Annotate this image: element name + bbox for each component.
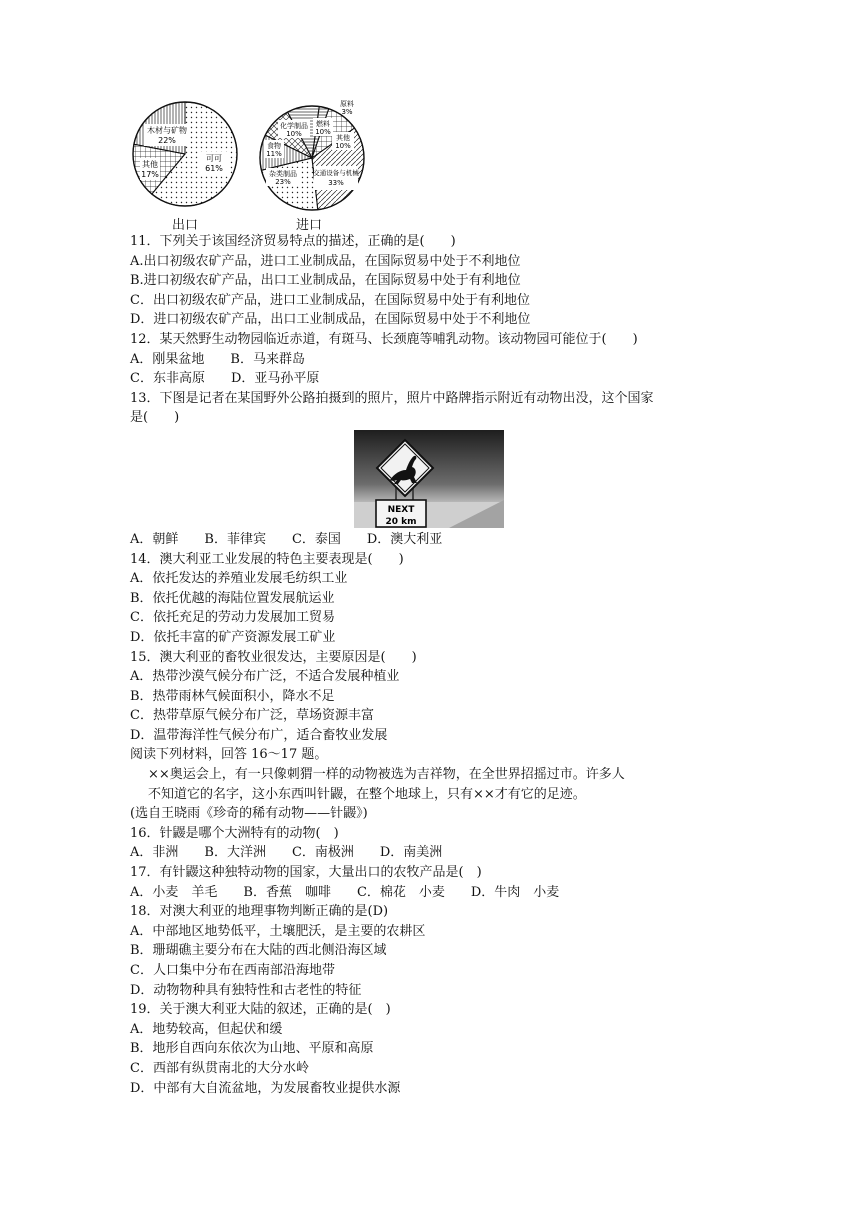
- export-label-wood: 木材与矿物: [147, 126, 187, 135]
- question-line: B.进口初级农矿产品，出口工业制成品，在国际贸易中处于有利地位: [130, 273, 521, 289]
- question-line: B．依托优越的海陆位置发展航运业: [130, 590, 335, 606]
- question-line: A.出口初级农矿产品，进口工业制成品，在国际贸易中处于不利地位: [130, 253, 521, 269]
- export-label-other: 其他: [142, 160, 158, 169]
- question-line: 19．关于澳大利亚大陆的叙述，正确的是( ): [130, 1002, 391, 1018]
- import-label-fuel: 燃料: [316, 120, 330, 128]
- import-label-food: 食物: [267, 142, 281, 150]
- question-line: D．进口初级农矿产品，出口工业制成品，在国际贸易中处于不利地位: [130, 312, 531, 328]
- question-line: 15．澳大利亚的畜牧业很发达，主要原因是( ): [130, 649, 417, 665]
- question-line: A．小麦 羊毛 B．香蕉 咖啡 C．棉花 小麦 D．牛肉 小麦: [130, 884, 560, 900]
- import-pie-chart: [256, 96, 368, 216]
- import-value-misc: 23%: [275, 178, 291, 186]
- question-line: C．西部有纵贯南北的大分水岭: [130, 1060, 309, 1076]
- question-line: C．热带草原气候分布广泛，草场资源丰富: [130, 708, 374, 724]
- import-value-other: 10%: [335, 142, 351, 150]
- questions-16-19: [130, 804, 730, 1098]
- import-label-other: 其他: [336, 134, 350, 142]
- sign-text-next: NEXT: [387, 504, 415, 515]
- import-caption: 进口: [296, 218, 323, 233]
- question-line: 18．对澳大利亚的地理事物判断正确的是(D): [130, 904, 389, 920]
- sign-text-distance: 20 km: [385, 516, 417, 527]
- photo-figure: [130, 428, 730, 530]
- import-value-food: 11%: [266, 150, 282, 158]
- question-line: A．依托发达的养殖业发展毛纺织工业: [130, 571, 348, 587]
- question-line: A．朝鲜 B．菲律宾 C．泰国 D．澳大利亚: [130, 531, 443, 547]
- import-value-chem: 10%: [286, 130, 302, 138]
- question-line: C．东非高原 D．亚马孙平原: [130, 371, 320, 387]
- question-line: B．地形自西向东依次为山地、平原和高原: [130, 1041, 374, 1057]
- question-line: 16．针鼹是哪个大洲特有的动物( ): [130, 825, 339, 841]
- question-line: B．珊瑚礁主要分布在大陆的西北侧沿海区域: [130, 943, 387, 959]
- import-value-raw: 3%: [341, 108, 353, 116]
- import-label-transport: 交通设备与机械: [313, 169, 359, 177]
- question-line: 13．下图是记者在某国野外公路拍摄到的照片，照片中路牌指示附近有动物出没，这个国家: [130, 390, 654, 406]
- import-value-transport: 33%: [328, 179, 344, 187]
- passage-line: 不知道它的名字，这小东西叫针鼹，在整个地球上，只有××才有它的足迹。: [148, 786, 586, 802]
- question-line: A．地势较高，但起伏和缓: [130, 1021, 283, 1037]
- export-value-wood: 22%: [158, 136, 176, 145]
- question-line: 12．某天然野生动物园临近赤道，有斑马、长颈鹿等哺乳动物。该动物园可能位于( ): [130, 331, 638, 347]
- question-line: D．中部有大自流盆地，为发展畜牧业提供水源: [130, 1080, 401, 1096]
- passage-line: ××奥运会上，有一只像刺猬一样的动物被选为吉祥物，在全世界招摇过市。许多人: [148, 767, 625, 783]
- question-line: A．中部地区地势低平，土壤肥沃，是主要的农耕区: [130, 923, 426, 939]
- import-label-misc: 杂类制品: [269, 170, 297, 178]
- questions-13-answers-to-16-intro: [130, 530, 730, 765]
- import-label-raw: 原料: [340, 100, 354, 108]
- question-line: D．温带海洋性气候分布广，适合畜牧业发展: [130, 727, 388, 743]
- question-line: 阅读下列材料，回答 16～17 题。: [130, 747, 328, 763]
- trade-pie-charts: [130, 96, 730, 232]
- question-line: C．人口集中分布在西南部沿海地带: [130, 963, 335, 978]
- reading-passage: [130, 765, 730, 804]
- question-line: D．依托丰富的矿产资源发展工矿业: [130, 629, 336, 645]
- import-label-chem: 化学制品: [280, 122, 308, 130]
- export-caption: 出口: [172, 218, 199, 233]
- kangaroo-road-sign-photo: [354, 430, 504, 528]
- export-value-other: 17%: [141, 170, 159, 179]
- export-value-cocoa: 61%: [205, 164, 223, 173]
- question-line: B．热带雨林气候面积小，降水不足: [130, 688, 335, 704]
- question-line: A．热带沙漠气候分布广泛，不适合发展种植业: [130, 669, 400, 685]
- question-line: 17．有针鼹这种独特动物的国家，大量出口的农牧产品是( ): [130, 865, 482, 881]
- question-line: 是( ): [130, 410, 180, 426]
- question-line: C．出口初级农矿产品，进口工业制成品，在国际贸易中处于有利地位: [130, 292, 530, 308]
- document-page: [130, 96, 730, 1098]
- question-line: (选自王晓雨《珍奇的稀有动物——针鼹》): [130, 806, 368, 822]
- question-line: A．刚果盆地 B．马来群岛: [130, 351, 305, 367]
- question-line: C．依托充足的劳动力发展加工贸易: [130, 610, 335, 626]
- export-pie-chart: [130, 96, 240, 212]
- question-line: D．动物物种具有独特性和古老性的特征: [130, 982, 362, 998]
- questions-11-13: [130, 232, 730, 428]
- question-line: A．非洲 B．大洋洲 C．南极洲 D．南美洲: [130, 845, 443, 861]
- question-line: 14．澳大利亚工业发展的特色主要表现是( ): [130, 551, 404, 567]
- import-value-fuel: 10%: [315, 128, 331, 136]
- question-line: 11．下列关于该国经济贸易特点的描述，正确的是( ): [130, 234, 456, 249]
- export-label-cocoa: 可可: [206, 154, 222, 163]
